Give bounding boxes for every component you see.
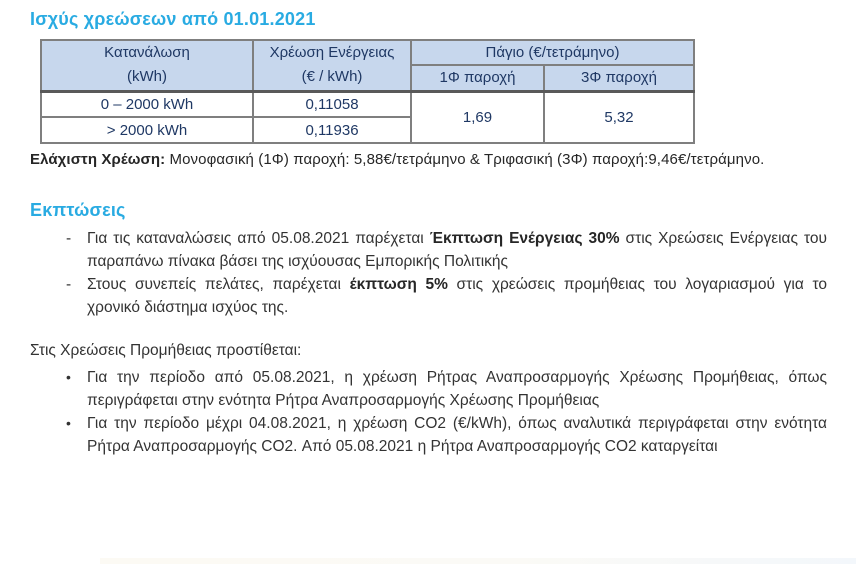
discount-item-pre: Για τις καταναλώσεις από 05.08.2021 παρέχεται — [87, 230, 430, 247]
dash-marker: - — [66, 230, 72, 247]
discount-item-bold: έκπτωση 5% — [349, 276, 448, 293]
cell-range-2: > 2000 kWh — [41, 117, 253, 143]
cell-price-1: 0,11058 — [253, 91, 411, 117]
discount-item-bold: Έκπτωση Ενέργειας 30% — [429, 230, 620, 247]
page-footer-strip — [100, 558, 856, 564]
dash-marker: - — [66, 276, 72, 293]
cell-phase3-value: 5,32 — [544, 91, 694, 143]
table-row — [41, 91, 694, 117]
discounts-heading: Εκπτώσεις — [30, 200, 126, 220]
header-consumption-line2: (kWh) — [127, 68, 167, 86]
discount-item-text — [87, 276, 827, 316]
document-page — [0, 9, 856, 564]
discount-item-pre: Στους συνεπείς πελάτες, παρέχεται — [87, 276, 350, 293]
header-phase1: 1Φ παροχή — [411, 65, 544, 91]
header-consumption — [41, 40, 253, 91]
header-energy-charge — [253, 40, 411, 91]
bullet-icon: • — [66, 415, 71, 431]
list-item — [30, 412, 827, 458]
list-item — [30, 366, 827, 412]
page-title: Ισχύς χρεώσεων από 01.01.2021 — [30, 9, 316, 29]
discount-item-text — [87, 230, 827, 270]
list-item — [30, 273, 827, 319]
minimum-charge-note — [30, 151, 828, 168]
cell-phase1-value: 1,69 — [411, 91, 544, 143]
header-energy-line2: (€ / kWh) — [301, 68, 363, 86]
discount-item-post: στις χρεώσεις προμήθειας του λογαριασμού για το χρονικό διάστημα ισχύος της. — [87, 276, 827, 316]
discounts-list — [30, 227, 827, 319]
header-consumption-line1: Κατανάλωση — [104, 44, 190, 62]
header-fixed-charge: Πάγιο (€/τετράμηνο) — [411, 40, 694, 65]
cell-price-2: 0,11936 — [253, 117, 411, 143]
minimum-charge-label: Ελάχιστη Χρέωση: — [30, 151, 166, 168]
bullet-icon: • — [66, 369, 71, 385]
charges-table — [40, 39, 695, 144]
supply-charges-intro: Στις Χρεώσεις Προμήθειας προστίθεται: — [30, 342, 302, 359]
minimum-charge-text: Μονοφασική (1Φ) παροχή: 5,88€/τετράμηνο & Τριφασική (3Φ) παροχή:9,46€/τετράμηνο. — [165, 151, 765, 168]
supply-charges-list — [30, 366, 827, 458]
header-energy-line1: Χρέωση Ενέργειας — [269, 44, 395, 62]
header-phase3: 3Φ παροχή — [544, 65, 694, 91]
supply-item-text: Για την περίοδο μέχρι 04.08.2021, η χρέωση CO2 (€/kWh), όπως αναλυτικά περιγράφεται στην ενότητα Ρήτρα Αναπροσαρμογής CO2. Από 05.08.2021 η Ρήτρα Αναπροσαρμογής CO2 καταργείται — [87, 415, 827, 455]
discount-item-post: στις Χρεώσεις Ενέργειας του παραπάνω πίνακα βάσει της ισχύουσας Εμπορικής Πολιτικής — [87, 230, 827, 270]
list-item — [30, 227, 827, 273]
cell-range-1: 0 – 2000 kWh — [41, 91, 253, 117]
supply-item-text: Για την περίοδο από 05.08.2021, η χρέωση Ρήτρας Αναπροσαρμογής Χρέωσης Προμήθειας, όπως περιγράφεται στην ενότητα Ρήτρα Αναπροσαρμογής Χρέωσης Προμήθειας — [87, 369, 827, 409]
